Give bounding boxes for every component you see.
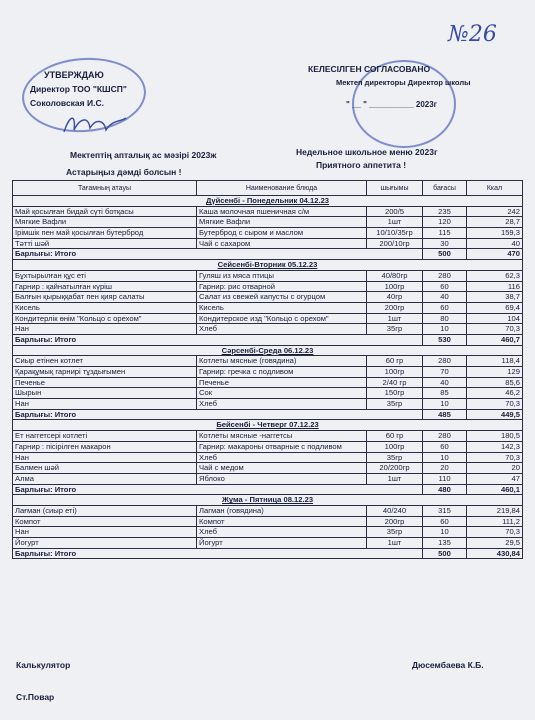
day-title: Дүйсенбі - Понедельник 04.12.23 — [13, 196, 523, 207]
total-label: Барлығы: Итого — [13, 334, 423, 345]
dish-kcal: 116 — [467, 281, 523, 292]
table-row — [13, 367, 523, 378]
dish-kcal: 180,5 — [467, 431, 523, 442]
dish-name-ru: Чай с сахаром — [197, 238, 367, 249]
total-price: 485 — [423, 409, 467, 420]
dish-yield: 40/240 — [367, 505, 423, 516]
title-ru: Недельное школьное меню 2023г — [296, 147, 438, 157]
dish-price: 80 — [423, 313, 467, 324]
page-number-handwritten: №26 — [448, 22, 497, 47]
dish-name-kz: Компот — [13, 516, 197, 527]
dish-kcal: 20 — [467, 463, 523, 474]
table-row — [13, 388, 523, 399]
title-kz: Мектептің апталық ас мәзірі 2023ж — [70, 150, 217, 160]
day-row — [13, 495, 523, 506]
dish-name-kz: Печенье — [13, 377, 197, 388]
dish-kcal: 29,5 — [467, 538, 523, 549]
total-kcal: 460,7 — [467, 334, 523, 345]
dish-yield: 35гр — [367, 452, 423, 463]
dish-price: 60 — [423, 302, 467, 313]
table-row — [13, 324, 523, 335]
day-row — [13, 260, 523, 271]
dish-name-kz: Қарақұмық гарнирі тұздығымен — [13, 367, 197, 378]
dish-name-ru: Кисель — [197, 302, 367, 313]
dish-name-kz: Бұхтырылған құс еті — [13, 270, 197, 281]
dish-yield: 60 гр — [367, 431, 423, 442]
total-price: 480 — [423, 484, 467, 495]
dish-kcal: 46,2 — [467, 388, 523, 399]
dish-yield: 1шт — [367, 313, 423, 324]
header-row — [13, 181, 523, 196]
header-name-kz: Тағамның атауы — [13, 181, 197, 196]
dish-yield: 35гр — [367, 527, 423, 538]
total-kcal: 430,84 — [467, 548, 523, 559]
dish-yield: 35гр — [367, 324, 423, 335]
dish-name-ru: Котлеты мясные (говядина) — [197, 356, 367, 367]
dish-name-kz: Ет наггетсері котлеті — [13, 431, 197, 442]
dish-name-kz: Сиыр етінен котлет — [13, 356, 197, 367]
dish-price: 70 — [423, 367, 467, 378]
dish-name-kz: Гарнир : қайнатылған күріш — [13, 281, 197, 292]
dish-name-ru: Йогурт — [197, 538, 367, 549]
dish-yield: 2/40 гр — [367, 377, 423, 388]
dish-kcal: 242 — [467, 206, 523, 217]
header-price: бағасы — [423, 181, 467, 196]
dish-kcal: 159,3 — [467, 228, 523, 239]
day-title: Сәрсенбі-Среда 06.12.23 — [13, 345, 523, 356]
dish-name-ru: Каша молочная пшеничная с/м — [197, 206, 367, 217]
dish-name-kz: Ірімшік пен май қосылған бутерброд — [13, 228, 197, 239]
table-row — [13, 441, 523, 452]
agreed-title: КЕЛЕСІЛГЕН СОГЛАСОВАНО — [308, 64, 431, 74]
dish-kcal: 70,3 — [467, 527, 523, 538]
total-kcal: 460,1 — [467, 484, 523, 495]
dish-kcal: 118,4 — [467, 356, 523, 367]
dish-price: 10 — [423, 324, 467, 335]
table-row — [13, 228, 523, 239]
approve-title: УТВЕРЖДАЮ — [44, 70, 104, 80]
dish-name-kz: Кисель — [13, 302, 197, 313]
total-row — [13, 548, 523, 559]
table-row — [13, 377, 523, 388]
dish-price: 60 — [423, 441, 467, 452]
total-kcal: 449,5 — [467, 409, 523, 420]
dish-price: 235 — [423, 206, 467, 217]
total-row — [13, 334, 523, 345]
dish-price: 85 — [423, 388, 467, 399]
dish-name-kz: Нан — [13, 399, 197, 410]
dish-yield: 200/10гр — [367, 238, 423, 249]
table-row — [13, 302, 523, 313]
dish-price: 20 — [423, 463, 467, 474]
dish-name-ru: Гарнир: гречка с подливом — [197, 367, 367, 378]
total-label: Барлығы: Итого — [13, 249, 423, 260]
dish-kcal: 40 — [467, 238, 523, 249]
table-row — [13, 431, 523, 442]
table-row — [13, 538, 523, 549]
dish-name-ru: Хлеб — [197, 324, 367, 335]
table-row — [13, 505, 523, 516]
dish-price: 135 — [423, 538, 467, 549]
total-row — [13, 484, 523, 495]
dish-yield: 200гр — [367, 516, 423, 527]
dish-name-ru: Кондитерское изд "Кольцо с орехом" — [197, 313, 367, 324]
dish-price: 40 — [423, 292, 467, 303]
dish-yield: 100гр — [367, 441, 423, 452]
dish-yield: 1шт — [367, 473, 423, 484]
footer-calculator: Калькулятор — [16, 660, 71, 670]
dish-kcal: 28,7 — [467, 217, 523, 228]
table-row — [13, 292, 523, 303]
dish-name-ru: Гарнир: рис отварной — [197, 281, 367, 292]
table-row — [13, 473, 523, 484]
dish-price: 10 — [423, 452, 467, 463]
dish-name-ru: Бутерброд с сыром и маслом — [197, 228, 367, 239]
dish-kcal: 70,3 — [467, 324, 523, 335]
dish-name-kz: Нан — [13, 324, 197, 335]
day-row — [13, 196, 523, 207]
table-row — [13, 516, 523, 527]
dish-yield: 10/10/35гр — [367, 228, 423, 239]
dish-price: 120 — [423, 217, 467, 228]
dish-name-kz: Алма — [13, 473, 197, 484]
approve-position: Директор ТОО "КШСП" — [30, 84, 127, 94]
dish-yield: 35гр — [367, 399, 423, 410]
approve-name: Соколовская И.С. — [30, 98, 104, 108]
dish-name-ru: Гуляш из мяса птицы — [197, 270, 367, 281]
dish-yield: 200/5 — [367, 206, 423, 217]
dish-name-ru: Печенье — [197, 377, 367, 388]
dish-name-ru: Гарнир: макароны отварные с подливом — [197, 441, 367, 452]
dish-name-kz: Нан — [13, 452, 197, 463]
total-label: Барлығы: Итого — [13, 484, 423, 495]
dish-kcal: 70,3 — [467, 452, 523, 463]
day-title: Жұма - Пятница 08.12.23 — [13, 495, 523, 506]
total-label: Барлығы: Итого — [13, 409, 423, 420]
day-title: Сейсенбі-Вторник 05.12.23 — [13, 260, 523, 271]
dish-name-kz: Йогурт — [13, 538, 197, 549]
dish-name-kz: Мягкие Вафли — [13, 217, 197, 228]
dish-yield: 100гр — [367, 281, 423, 292]
total-row — [13, 249, 523, 260]
header-yield: шығымы — [367, 181, 423, 196]
dish-price: 40 — [423, 377, 467, 388]
dish-kcal: 111,2 — [467, 516, 523, 527]
table-row — [13, 238, 523, 249]
total-label: Барлығы: Итого — [13, 548, 423, 559]
dish-name-kz: Кондитерлік өнім "Кольцо с орехом" — [13, 313, 197, 324]
day-title: Бейсенбі - Четверг 07.12.23 — [13, 420, 523, 431]
dish-price: 60 — [423, 281, 467, 292]
total-price: 500 — [423, 249, 467, 260]
dish-name-kz: Шырын — [13, 388, 197, 399]
dish-yield: 60 гр — [367, 356, 423, 367]
total-price: 530 — [423, 334, 467, 345]
dish-price: 280 — [423, 356, 467, 367]
agreed-date: " __ " __________ 2023г — [346, 100, 437, 109]
dish-price: 280 — [423, 270, 467, 281]
table-row — [13, 463, 523, 474]
menu-table — [12, 180, 523, 559]
dish-name-ru: Лагман (говядина) — [197, 505, 367, 516]
dish-name-ru: Сок — [197, 388, 367, 399]
dish-name-ru: Яблоко — [197, 473, 367, 484]
wish-kz: Астарыңыз дәмді болсын ! — [66, 167, 182, 177]
dish-yield: 150гр — [367, 388, 423, 399]
table-row — [13, 356, 523, 367]
table-row — [13, 281, 523, 292]
dish-name-ru: Хлеб — [197, 452, 367, 463]
total-row — [13, 409, 523, 420]
day-row — [13, 345, 523, 356]
total-price: 500 — [423, 548, 467, 559]
dish-name-ru: Мягкие Вафли — [197, 217, 367, 228]
wish-ru: Приятного аппетита ! — [316, 160, 407, 170]
header-name-ru: Наименование блюда — [197, 181, 367, 196]
dish-price: 315 — [423, 505, 467, 516]
dish-kcal: 38,7 — [467, 292, 523, 303]
dish-name-kz: Май қосылған бидай сүті ботқасы — [13, 206, 197, 217]
dish-kcal: 47 — [467, 473, 523, 484]
day-row — [13, 420, 523, 431]
dish-price: 10 — [423, 527, 467, 538]
dish-kcal: 142,3 — [467, 441, 523, 452]
table-row — [13, 313, 523, 324]
dish-price: 110 — [423, 473, 467, 484]
dish-kcal: 104 — [467, 313, 523, 324]
dish-name-ru: Хлеб — [197, 527, 367, 538]
footer-chef: Ст.Повар — [16, 692, 55, 702]
table-row — [13, 206, 523, 217]
dish-kcal: 69,4 — [467, 302, 523, 313]
dish-yield: 1шт — [367, 217, 423, 228]
dish-yield: 1шт — [367, 538, 423, 549]
dish-name-kz: Тәтті шәй — [13, 238, 197, 249]
dish-price: 60 — [423, 516, 467, 527]
dish-name-ru: Котлеты мясные -наггетсы — [197, 431, 367, 442]
dish-kcal: 62,3 — [467, 270, 523, 281]
table-row — [13, 399, 523, 410]
dish-name-ru: Хлеб — [197, 399, 367, 410]
dish-name-kz: Нан — [13, 527, 197, 538]
table-row — [13, 452, 523, 463]
dish-name-kz: Балмен шәй — [13, 463, 197, 474]
dish-price: 280 — [423, 431, 467, 442]
dish-name-ru: Салат из свежей капусты с огурцом — [197, 292, 367, 303]
dish-yield: 20/200гр — [367, 463, 423, 474]
dish-kcal: 219,84 — [467, 505, 523, 516]
dish-price: 10 — [423, 399, 467, 410]
dish-yield: 200гр — [367, 302, 423, 313]
dish-kcal: 70,3 — [467, 399, 523, 410]
agreed-position: Мектеп директоры Директор школы — [336, 78, 471, 87]
dish-price: 30 — [423, 238, 467, 249]
total-kcal: 470 — [467, 249, 523, 260]
table-row — [13, 217, 523, 228]
dish-name-ru: Компот — [197, 516, 367, 527]
header-kcal: Ккал — [467, 181, 523, 196]
dish-kcal: 85,6 — [467, 377, 523, 388]
dish-yield: 40/80гр — [367, 270, 423, 281]
dish-name-ru: Чай с медом — [197, 463, 367, 474]
dish-price: 115 — [423, 228, 467, 239]
dish-yield: 40гр — [367, 292, 423, 303]
table-row — [13, 527, 523, 538]
dish-name-kz: Лағман (сиыр еті) — [13, 505, 197, 516]
dish-yield: 100гр — [367, 367, 423, 378]
director-signature — [60, 112, 130, 138]
footer-calculator-name: Дюсембаева К.Б. — [412, 660, 484, 670]
table-row — [13, 270, 523, 281]
dish-name-kz: Балғын қырыққабат пен қияр салаты — [13, 292, 197, 303]
dish-kcal: 129 — [467, 367, 523, 378]
dish-name-kz: Гарнир : пісірілген макарон — [13, 441, 197, 452]
